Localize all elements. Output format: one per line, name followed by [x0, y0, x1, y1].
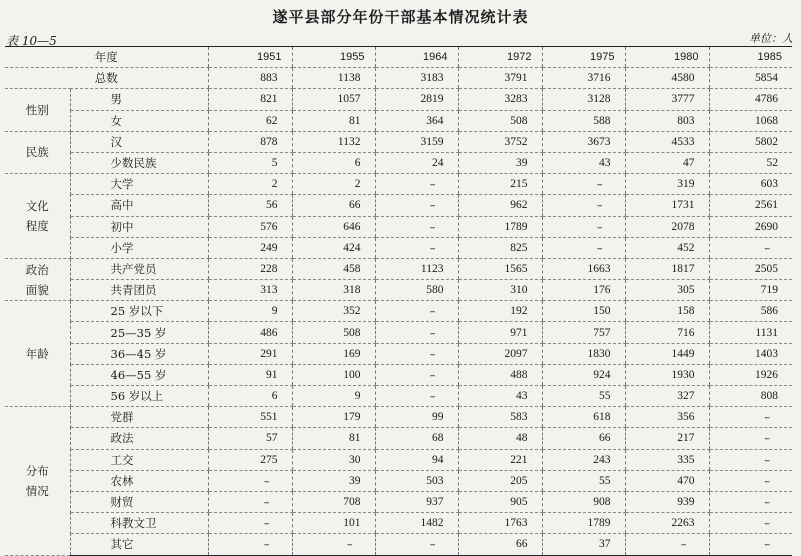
table-row: [5, 195, 792, 216]
table-cell: 205: [458, 470, 542, 491]
table-cell: –: [375, 386, 458, 407]
table-cell: 905: [458, 491, 542, 512]
table-row: [5, 449, 792, 470]
table-cell: 5854: [709, 68, 792, 89]
table-cell: –: [709, 237, 792, 258]
row-label: 共产党员: [70, 258, 208, 279]
table-cell: 503: [375, 470, 458, 491]
table-cell: 2561: [709, 195, 792, 216]
row-label: 36—45 岁: [70, 343, 208, 364]
header-year: 1951: [208, 47, 292, 68]
table-cell: 47: [625, 152, 709, 173]
table-cell: 101: [292, 513, 375, 534]
table-cell: 583: [458, 407, 542, 428]
table-cell: 39: [458, 152, 542, 173]
row-label: 其它: [70, 534, 208, 555]
table-cell: 1138: [292, 68, 375, 89]
table-cell: 470: [625, 470, 709, 491]
table-row: [5, 216, 792, 237]
table-cell: 1123: [375, 258, 458, 279]
row-label: 高中: [70, 195, 208, 216]
table-cell: 1132: [292, 131, 375, 152]
table-cell: –: [208, 534, 292, 555]
table-row: [5, 343, 792, 364]
category-cell: [5, 258, 70, 300]
table-cell: –: [709, 534, 792, 555]
table-cell: 6: [208, 386, 292, 407]
table-cell: 48: [458, 428, 542, 449]
table-row: [5, 364, 792, 385]
table-cell: 1926: [709, 364, 792, 385]
category-label: 分布 情况: [25, 463, 49, 498]
table-row: [5, 470, 792, 491]
table-cell: 586: [709, 301, 792, 322]
table-cell: 2690: [709, 216, 792, 237]
table-cell: –: [208, 470, 292, 491]
table-cell: 4533: [625, 131, 709, 152]
table-cell: 57: [208, 428, 292, 449]
row-label: 政法: [70, 428, 208, 449]
table-cell: 9: [208, 301, 292, 322]
table-cell: 43: [458, 386, 542, 407]
table-cell: –: [542, 174, 625, 195]
table-cell: 646: [292, 216, 375, 237]
table-cell: 1817: [625, 258, 709, 279]
header-year-label: 年度: [5, 47, 208, 68]
row-label: 财贸: [70, 491, 208, 512]
table-cell: 310: [458, 280, 542, 301]
table-row: [5, 110, 792, 131]
header-year: 1955: [292, 47, 375, 68]
header-year: 1985: [709, 47, 792, 68]
table-cell: 275: [208, 449, 292, 470]
row-label: 党群: [70, 407, 208, 428]
row-label: 女: [70, 110, 208, 131]
table-cell: 352: [292, 301, 375, 322]
table-cell: 486: [208, 322, 292, 343]
table-cell: 5: [208, 152, 292, 173]
table-cell: 808: [709, 386, 792, 407]
table-cell: 2: [292, 174, 375, 195]
table-cell: –: [375, 364, 458, 385]
table-cell: –: [542, 237, 625, 258]
total-label: 总数: [5, 68, 208, 89]
table-cell: 803: [625, 110, 709, 131]
table-cell: 3183: [375, 68, 458, 89]
table-cell: 56: [208, 195, 292, 216]
table-cell: 4580: [625, 68, 709, 89]
table-cell: 1482: [375, 513, 458, 534]
category-cell: [5, 131, 70, 173]
table-row: [5, 513, 792, 534]
table-cell: 62: [208, 110, 292, 131]
table-cell: –: [709, 428, 792, 449]
table-cell: –: [208, 513, 292, 534]
table-cell: 55: [542, 470, 625, 491]
table-cell: –: [709, 470, 792, 491]
table-cell: 1930: [625, 364, 709, 385]
table-cell: 757: [542, 322, 625, 343]
category-cell: [5, 174, 70, 259]
table-cell: 356: [625, 407, 709, 428]
table-cell: 1131: [709, 322, 792, 343]
table-cell: 228: [208, 258, 292, 279]
table-cell: 335: [625, 449, 709, 470]
table-cell: 883: [208, 68, 292, 89]
table-cell: 618: [542, 407, 625, 428]
page-title: 遂平县部分年份干部基本情况统计表: [272, 8, 529, 26]
table-cell: –: [542, 195, 625, 216]
statistics-table: [5, 46, 792, 556]
table-row: [5, 174, 792, 195]
table-cell: 99: [375, 407, 458, 428]
table-body: [5, 47, 792, 556]
table-cell: –: [375, 195, 458, 216]
row-label: 25—35 岁: [70, 322, 208, 343]
table-cell: 2505: [709, 258, 792, 279]
category-label: 政治 面貌: [25, 262, 49, 297]
category-label: 年龄: [25, 346, 49, 361]
header-year: 1975: [542, 47, 625, 68]
category-cell: [5, 407, 70, 555]
table-cell: 150: [542, 301, 625, 322]
table-cell: 291: [208, 343, 292, 364]
row-label: 男: [70, 89, 208, 110]
table-cell: 3791: [458, 68, 542, 89]
table-cell: 551: [208, 407, 292, 428]
table-cell: 6: [292, 152, 375, 173]
table-cell: 424: [292, 237, 375, 258]
table-cell: 1565: [458, 258, 542, 279]
table-row: [5, 322, 792, 343]
table-cell: 249: [208, 237, 292, 258]
table-cell: 24: [375, 152, 458, 173]
table-row: [5, 534, 792, 555]
table-cell: 221: [458, 449, 542, 470]
table-cell: –: [375, 343, 458, 364]
row-label: 少数民族: [70, 152, 208, 173]
row-label: 56 岁以上: [70, 386, 208, 407]
table-cell: 580: [375, 280, 458, 301]
table-cell: 2819: [375, 89, 458, 110]
table-cell: 937: [375, 491, 458, 512]
table-cell: 1789: [542, 513, 625, 534]
table-cell: 169: [292, 343, 375, 364]
table-row: [5, 237, 792, 258]
table-cell: 30: [292, 449, 375, 470]
table-cell: 319: [625, 174, 709, 195]
table-cell: –: [375, 534, 458, 555]
table-cell: 719: [709, 280, 792, 301]
unit-label: 单位：人: [749, 32, 793, 45]
table-cell: 603: [709, 174, 792, 195]
table-cell: 94: [375, 449, 458, 470]
table-cell: 158: [625, 301, 709, 322]
table-cell: 37: [542, 534, 625, 555]
table-cell: 3128: [542, 89, 625, 110]
table-cell: 908: [542, 491, 625, 512]
table-cell: 1789: [458, 216, 542, 237]
table-cell: 39: [292, 470, 375, 491]
table-cell: 192: [458, 301, 542, 322]
table-cell: 4786: [709, 89, 792, 110]
table-cell: 3752: [458, 131, 542, 152]
table-cell: 3673: [542, 131, 625, 152]
table-cell: 708: [292, 491, 375, 512]
table-cell: 66: [542, 428, 625, 449]
table-cell: 327: [625, 386, 709, 407]
table-cell: 9: [292, 386, 375, 407]
row-label: 初中: [70, 216, 208, 237]
table-cell: 5802: [709, 131, 792, 152]
table-cell: 217: [625, 428, 709, 449]
table-cell: 176: [542, 280, 625, 301]
table-cell: 1057: [292, 89, 375, 110]
table-cell: –: [375, 301, 458, 322]
table-cell: –: [208, 491, 292, 512]
row-label: 共青团员: [70, 280, 208, 301]
table-cell: –: [375, 216, 458, 237]
header-year: 1972: [458, 47, 542, 68]
table-cell: 1068: [709, 110, 792, 131]
table-cell: 576: [208, 216, 292, 237]
row-label: 小学: [70, 237, 208, 258]
total-row: [5, 68, 792, 89]
category-label: 民族: [25, 145, 49, 160]
table-cell: 55: [542, 386, 625, 407]
table-cell: 452: [625, 237, 709, 258]
table-cell: 52: [709, 152, 792, 173]
table-cell: 878: [208, 131, 292, 152]
header-year: 1980: [625, 47, 709, 68]
table-row: [5, 491, 792, 512]
header-year: 1964: [375, 47, 458, 68]
table-cell: –: [292, 534, 375, 555]
table-cell: 1663: [542, 258, 625, 279]
table-cell: 364: [375, 110, 458, 131]
row-label: 46—55 岁: [70, 364, 208, 385]
table-cell: –: [709, 407, 792, 428]
table-cell: 66: [458, 534, 542, 555]
row-label: 汉: [70, 131, 208, 152]
table-cell: 488: [458, 364, 542, 385]
table-cell: 716: [625, 322, 709, 343]
table-row: [5, 428, 792, 449]
table-cell: 2078: [625, 216, 709, 237]
table-cell: 318: [292, 280, 375, 301]
table-cell: 3159: [375, 131, 458, 152]
table-cell: –: [709, 513, 792, 534]
table-row: [5, 301, 792, 322]
table-cell: 243: [542, 449, 625, 470]
table-row: [5, 258, 792, 279]
table-cell: 81: [292, 428, 375, 449]
table-cell: –: [709, 491, 792, 512]
table-cell: 1403: [709, 343, 792, 364]
table-cell: 81: [292, 110, 375, 131]
table-cell: –: [542, 216, 625, 237]
category-cell: [5, 89, 70, 131]
table-cell: 825: [458, 237, 542, 258]
table-cell: –: [625, 534, 709, 555]
table-row: [5, 386, 792, 407]
table-cell: –: [375, 322, 458, 343]
header-row: [5, 47, 792, 68]
table-cell: –: [375, 174, 458, 195]
table-row: [5, 407, 792, 428]
table-cell: 939: [625, 491, 709, 512]
table-cell: 924: [542, 364, 625, 385]
table-cell: 215: [458, 174, 542, 195]
table-cell: –: [709, 449, 792, 470]
table-cell: 91: [208, 364, 292, 385]
table-cell: 1731: [625, 195, 709, 216]
table-cell: 458: [292, 258, 375, 279]
table-row: [5, 89, 792, 110]
table-cell: 821: [208, 89, 292, 110]
table-cell: 100: [292, 364, 375, 385]
table-cell: 971: [458, 322, 542, 343]
table-row: [5, 131, 792, 152]
row-label: 工交: [70, 449, 208, 470]
table-cell: 2263: [625, 513, 709, 534]
table-cell: 66: [292, 195, 375, 216]
table-cell: 1449: [625, 343, 709, 364]
row-label: 大学: [70, 174, 208, 195]
row-label: 农林: [70, 470, 208, 491]
table-number: 表 10—5: [6, 34, 57, 48]
table-cell: 3777: [625, 89, 709, 110]
table-cell: 68: [375, 428, 458, 449]
category-cell: [5, 301, 70, 407]
table-cell: 313: [208, 280, 292, 301]
table-cell: 1763: [458, 513, 542, 534]
table-cell: 3283: [458, 89, 542, 110]
table-cell: 43: [542, 152, 625, 173]
table-cell: 305: [625, 280, 709, 301]
table-row: [5, 280, 792, 301]
table-cell: 962: [458, 195, 542, 216]
table-cell: 2: [208, 174, 292, 195]
table-cell: 508: [292, 322, 375, 343]
category-label: 性别: [25, 103, 49, 118]
row-label: 25 岁以下: [70, 301, 208, 322]
category-label: 文化 程度: [25, 199, 49, 233]
table-cell: 3716: [542, 68, 625, 89]
table-row: [5, 152, 792, 173]
table-cell: –: [375, 237, 458, 258]
table-cell: 588: [542, 110, 625, 131]
table-cell: 508: [458, 110, 542, 131]
table-cell: 2097: [458, 343, 542, 364]
row-label: 科教文卫: [70, 513, 208, 534]
table-cell: 179: [292, 407, 375, 428]
table-cell: 1830: [542, 343, 625, 364]
